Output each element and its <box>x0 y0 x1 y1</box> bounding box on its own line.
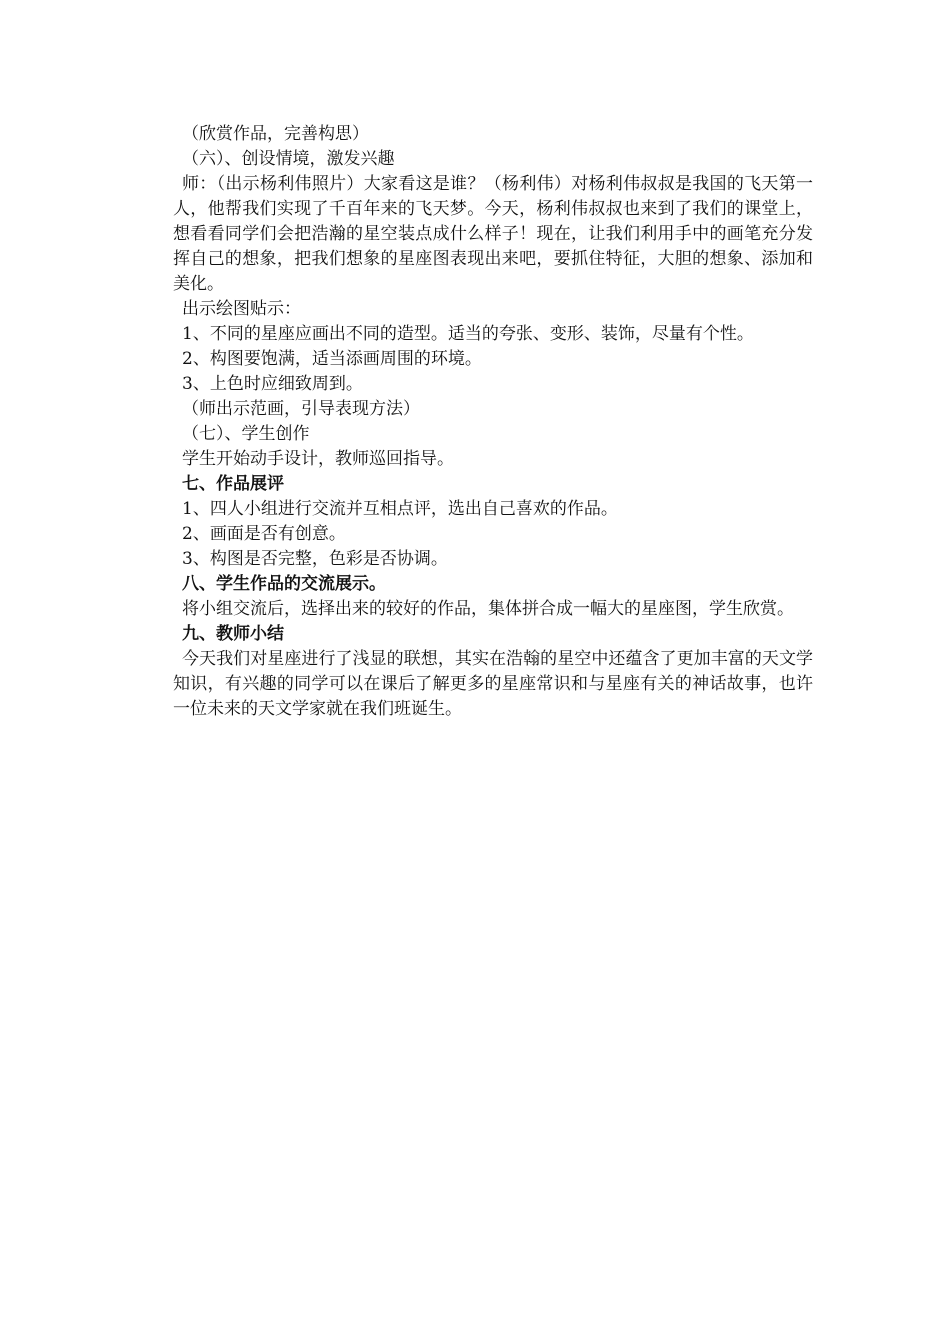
summary-paragraph: 今天我们对星座进行了浅显的联想，其实在浩翰的星空中还蕴含了更加丰富的天文学知识，有兴趣的同学可以在课后了解更多的星座常识和与星座有关的神话故事，也许一位未来的天文学家就在我们班诞生。 <box>173 649 813 719</box>
appreciate-line: （欣赏作品，完善构思） <box>182 124 369 144</box>
eval-item-1: 1、四人小组进行交流并互相点评，选出自己喜欢的作品。 <box>182 499 618 519</box>
tip-3: 3、上色时应细致周到。 <box>182 374 363 394</box>
demo-line: （师出示范画，引导表现方法） <box>182 399 420 419</box>
tips-intro: 出示绘图贴示： <box>182 299 301 319</box>
part8-heading: 八、学生作品的交流展示。 <box>182 574 386 594</box>
exchange-paragraph: 将小组交流后，选择出来的较好的作品，集体拼合成一幅大的星座图，学生欣赏。 <box>182 599 794 619</box>
part9-heading: 九、教师小结 <box>182 624 284 644</box>
tip-2: 2、构图要饱满，适当添画周围的环境。 <box>182 349 482 369</box>
student-create-line: 学生开始动手设计，教师巡回指导。 <box>182 449 454 469</box>
teacher-paragraph: 师：（出示杨利伟照片）大家看这是谁？（杨利伟）对杨利伟叔叔是我国的飞天第一人，他帮我们实现了千百年来的飞天梦。今天，杨利伟叔叔也来到了我们的课堂上，想看看同学们会把浩瀚的星空装点成什么样子！现在，让我们利用手中的画笔充分发挥自己的想象，把我们想象的星座图表现出来吧，要抓住特征，大胆的想象、添加和美化。 <box>173 174 813 294</box>
part7-heading: 七、作品展评 <box>182 474 284 494</box>
eval-item-2: 2、画面是否有创意。 <box>182 524 346 544</box>
section6-heading: （六）、创设情境，激发兴趣 <box>182 149 395 169</box>
section7-heading: （七）、学生创作 <box>182 424 310 444</box>
document-body <box>173 122 813 722</box>
tip-1: 1、不同的星座应画出不同的造型。适当的夸张、变形、装饰，尽量有个性。 <box>182 324 754 344</box>
eval-item-3: 3、构图是否完整，色彩是否协调。 <box>182 549 448 569</box>
